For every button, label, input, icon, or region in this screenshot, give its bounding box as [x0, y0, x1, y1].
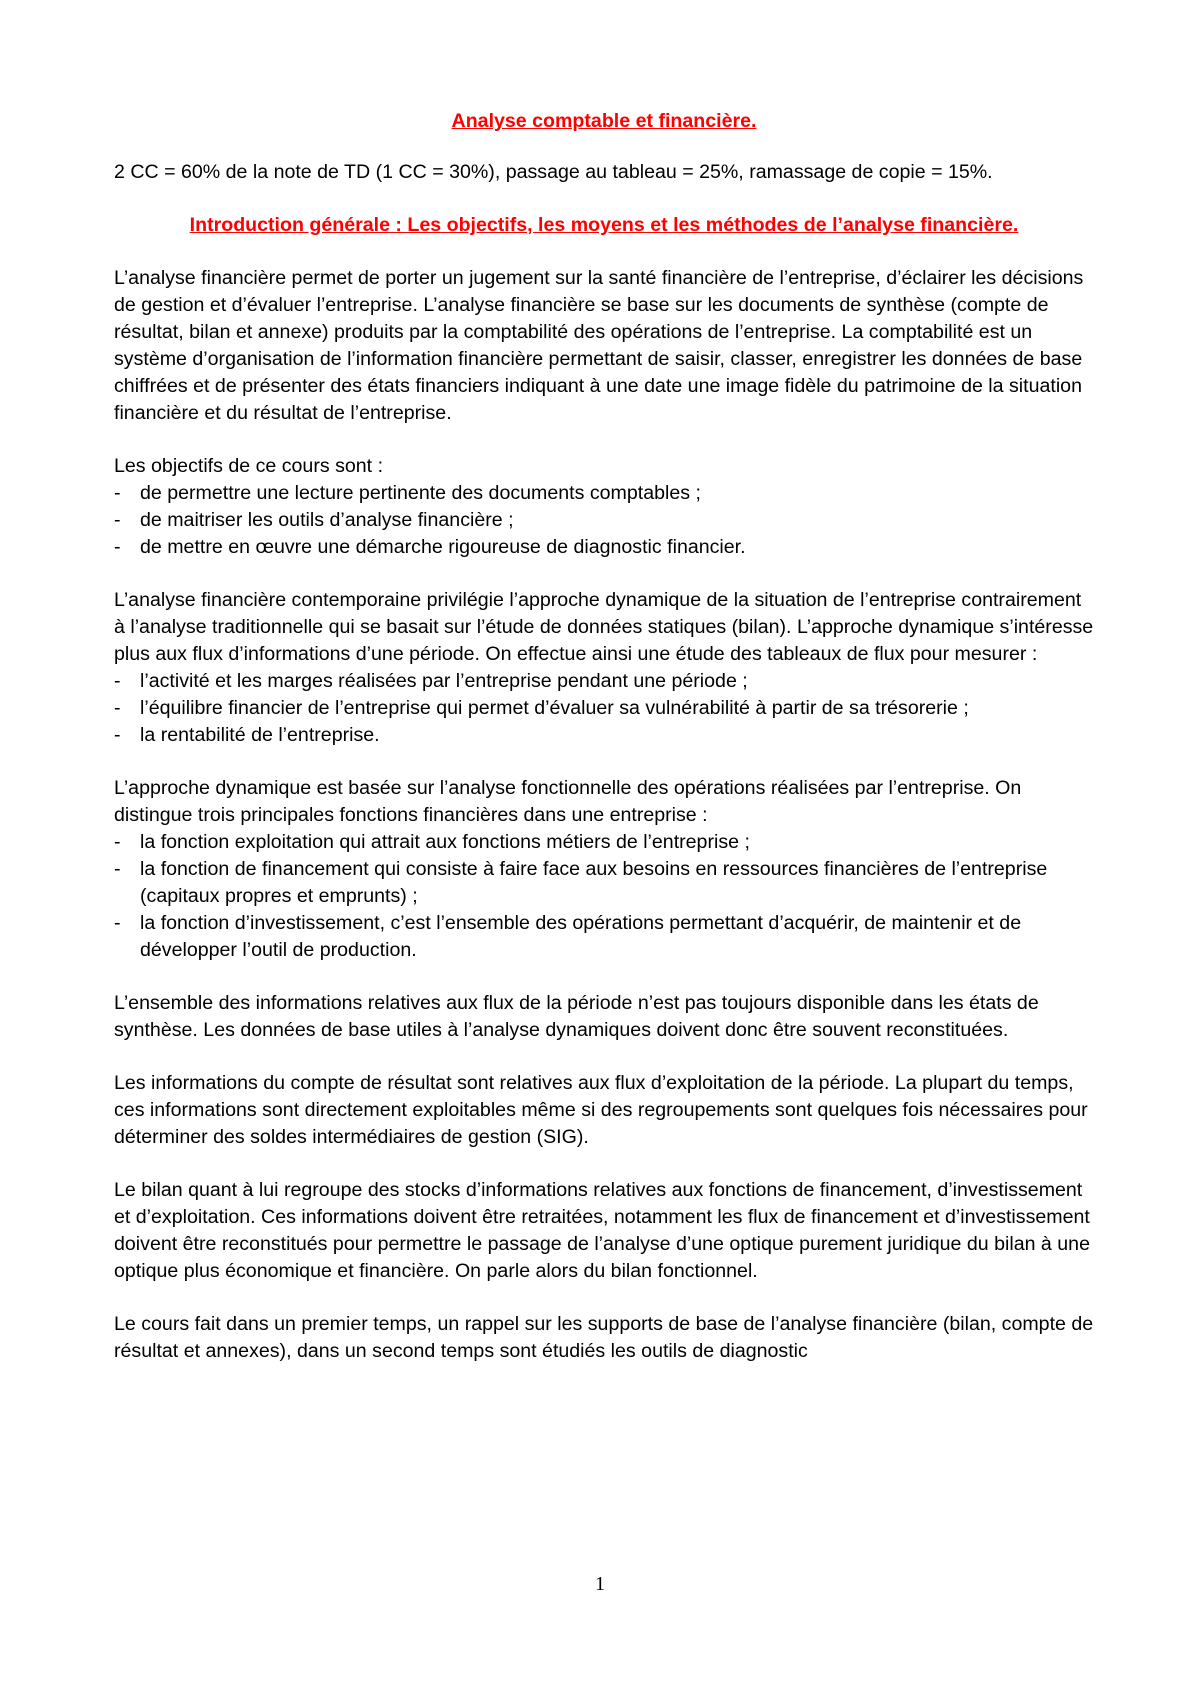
paragraph-objectives-lead: Les objectifs de ce cours sont : — [114, 455, 384, 477]
list-item-text: la fonction d’investissement, c’est l’ensemble des opérations permettant d’acquérir, de maintenir et de développer l’outil de production. — [140, 912, 1022, 961]
list-item-text: l’activité et les marges réalisées par l’entreprise pendant une période ; — [140, 670, 748, 692]
bullet-dash: - — [114, 912, 121, 934]
list-item — [114, 856, 1094, 910]
objectives-list — [114, 480, 1094, 561]
page-number: 1 — [595, 1573, 605, 1595]
paragraph-functional-analysis: L’approche dynamique est basée sur l’analyse fonctionnelle des opérations réalisées par l’entreprise. On distingue trois principales fonctions financières dans une entreprise : — [114, 777, 1022, 826]
bullet-dash: - — [114, 482, 121, 504]
paragraph-dynamic-approach: L’analyse financière contemporaine privilégie l’approche dynamique de la situation de l’entreprise contrairement à l’analyse traditionnelle qui se basait sur l’étude de données statiques (bilan). L’approche dynamique s’intéresse plus aux flux d’informations d’une période. On effectue ainsi une étude des tableaux de flux pour mesurer : — [114, 589, 1094, 665]
list-item-text: de permettre une lecture pertinente des documents comptables ; — [140, 482, 701, 504]
paragraph-balance-sheet: Le bilan quant à lui regroupe des stocks d’informations relatives aux fonctions de financement, d’investissement et d’exploitation. Ces informations doivent être retraitées, notamment les flux de financement et d’investissement doivent être reconstitués pour permettre le passage de l’analyse d’une optique purement juridique du bilan à une optique plus économique et financière. On parle alors du bilan fonctionnel. — [114, 1179, 1090, 1282]
list-item-text: la fonction exploitation qui attrait aux fonctions métiers de l’entreprise ; — [140, 831, 750, 853]
bullet-dash: - — [114, 724, 121, 746]
list-item-text: la rentabilité de l’entreprise. — [140, 724, 380, 746]
bullet-dash: - — [114, 536, 121, 558]
list-item-text: l’équilibre financier de l’entreprise qui permet d’évaluer sa vulnérabilité à partir de sa trésorerie ; — [140, 697, 969, 719]
list-item — [114, 722, 1094, 749]
paragraph-income-statement: Les informations du compte de résultat sont relatives aux flux d’exploitation de la période. La plupart du temps, ces informations sont directement exploitables même si des regroupements sont quelques fois nécessaires pour déterminer des soldes intermédiaires de gestion (SIG). — [114, 1072, 1088, 1148]
bullet-dash: - — [114, 697, 121, 719]
paragraph-intro: L’analyse financière permet de porter un jugement sur la santé financière de l’entreprise, d’éclairer les décisions de gestion et d’évaluer l’entreprise. L’analyse financière se base sur les documents de synthèse (compte de résultat, bilan et annexe) produits par la comptabilité des opérations de l’entreprise. La comptabilité est un système d’organisation de l’information financière permettant de saisir, classer, enregistrer les données de base chiffrées et de présenter des états financiers indiquant à une date une image fidèle du patrimoine de la situation financière et du résultat de l’entreprise. — [114, 267, 1084, 424]
bullet-dash: - — [114, 831, 121, 853]
document-title: Analyse comptable et financière. — [451, 110, 757, 132]
measures-list — [114, 668, 1094, 749]
functions-list — [114, 829, 1094, 964]
list-item-text: la fonction de financement qui consiste à faire face aux besoins en ressources financières de l’entreprise (capitaux propres et emprunts) ; — [140, 858, 1048, 907]
paragraph-course-outline: Le cours fait dans un premier temps, un rappel sur les supports de base de l’analyse financière (bilan, compte de résultat et annexes), dans un second temps sont étudiés les outils de diagnostic — [114, 1313, 1094, 1362]
document-body — [114, 108, 1094, 1365]
bullet-dash: - — [114, 509, 121, 531]
paragraph-flows-availability: L’ensemble des informations relatives aux flux de la période n’est pas toujours disponible dans les états de synthèse. Les données de base utiles à l’analyse dynamiques doivent donc être souvent reconstituées. — [114, 992, 1039, 1041]
list-item — [114, 480, 1094, 507]
list-item — [114, 668, 1094, 695]
list-item — [114, 910, 1094, 964]
list-item-text: de mettre en œuvre une démarche rigoureuse de diagnostic financier. — [140, 536, 746, 558]
list-item — [114, 695, 1094, 722]
list-item — [114, 534, 1094, 561]
list-item — [114, 829, 1094, 856]
list-item-text: de maitriser les outils d’analyse financière ; — [140, 509, 514, 531]
section-title: Introduction générale : Les objectifs, les moyens et les méthodes de l’analyse financière. — [189, 214, 1019, 236]
bullet-dash: - — [114, 858, 121, 880]
bullet-dash: - — [114, 670, 121, 692]
list-item — [114, 507, 1094, 534]
grading-paragraph: 2 CC = 60% de la note de TD (1 CC = 30%), passage au tableau = 25%, ramassage de copie = 15%. — [114, 161, 993, 183]
